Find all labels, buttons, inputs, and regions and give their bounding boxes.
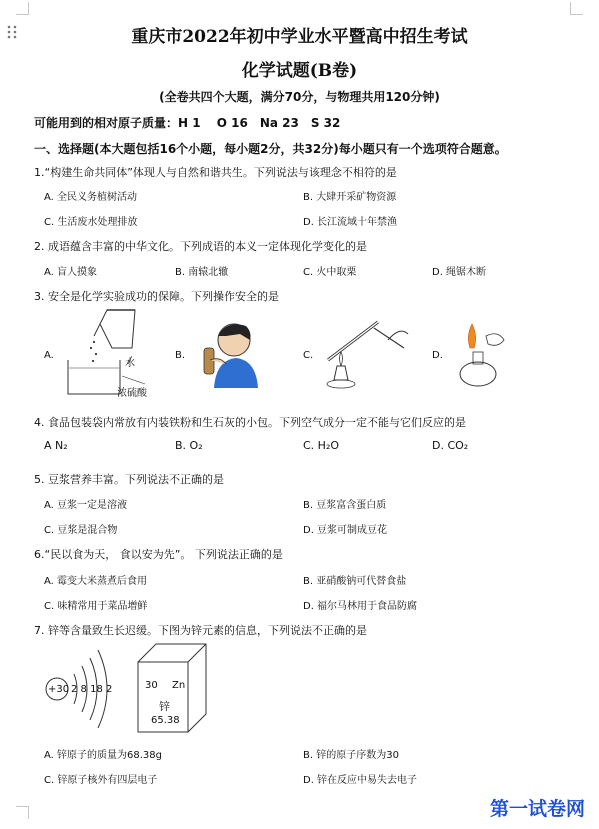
question-stem: 2. 成语蕴含丰富的中华文化。下列成语的本义一定体现化学变化的是 [34,240,367,253]
atomic-number: 30 [145,680,158,691]
corner-mark-top-left [16,2,29,15]
option-b: B. O₂ [175,439,203,452]
option-b: B. 大肆开采矿物资源 [303,192,397,203]
option-a: A. 盲人摸象 [44,267,98,278]
person-smelling-figure [196,316,266,388]
option-a: A. 全民义务植树活动 [44,192,138,203]
question-stem: 7. 锌等含量致生长迟缓。下图为锌元素的信息，下列说法不正确的是 [34,624,367,637]
option-b: B. 豆浆富含蛋白质 [303,500,387,511]
option-c: C. 生活废水处理排放 [44,217,138,228]
option-b: B. 锌的原子序数为30 [303,750,399,761]
option-a: A. 豆浆一定是溶液 [44,500,128,511]
corner-mark-bottom-left [16,806,29,819]
element-symbol: Zn [172,680,186,691]
option-c: C. [303,350,314,361]
nucleus-charge: +30 [48,684,70,695]
alcohol-lamp-figure [452,318,508,390]
water-label: 水 [125,358,135,369]
question-stem: 5. 豆浆营养丰富。下列说法不正确的是 [34,473,224,486]
option-c: C. 味精常用于菜品增鲜 [44,601,148,612]
question-stem: 3. 安全是化学实验成功的保障。下列操作安全的是 [34,290,279,303]
option-d: D. CO₂ [432,439,469,452]
option-a: A. 锌原子的质量为68.38g [44,750,162,761]
atomic-mass: 65.38 [151,715,180,726]
heating-tube-figure [318,316,410,392]
option-c: C. 火中取栗 [303,267,357,278]
option-b: B. 南辕北辙 [175,267,229,278]
option-a: A. [44,350,54,361]
pouring-acid-figure [60,306,165,398]
option-d: D. [432,350,443,361]
option-c: C. 豆浆是混合物 [44,525,118,536]
element-name: 锌 [159,700,170,713]
question-stem: 6.“民以食为天， 食以安为先”。 下列说法正确的是 [34,548,283,561]
option-d: D. 绳锯木断 [432,267,487,278]
acid-label: 浓硫酸 [117,388,147,399]
option-a: A N₂ [44,439,68,452]
site-watermark: 第一试卷网 [489,798,585,820]
corner-mark-top-right [570,2,583,15]
exam-title: 重庆市2022年初中学业水平暨高中招生考试 [131,27,468,47]
option-d: D. 长江流域十年禁渔 [303,217,398,228]
option-d: D. 锌在反应中易失去电子 [303,775,418,786]
section-heading: 一、选择题(本大题包括16个小题，每小题2分，共32分)每小题只有一个选项符合题意。 [34,142,507,156]
exam-subject-title: 化学试题(B卷) [241,61,358,81]
electron-shells: 2 8 18 2 [71,684,113,695]
option-b: B. 亚硝酸钠可代替食盐 [303,576,407,587]
atomic-masses: 可能用到的相对原子质量：H 1 O 16 Na 23 S 32 [34,116,341,130]
option-c: C. 锌原子核外有四层电子 [44,775,158,786]
option-d: D. 福尔马林用于食品防腐 [303,601,418,612]
option-b: B. [175,350,186,361]
option-c: C. H₂O [303,439,340,452]
option-a: A. 霉变大米蒸煮后食用 [44,576,148,587]
question-stem: 1.“构建生命共同体”体现人与自然和谐共生。下列说法与该理念不相符的是 [34,166,397,179]
exam-instructions: (全卷共四个大题，满分70分，与物理共用120分钟) [159,90,440,104]
question-stem: 4. 食品包装袋内常放有内装铁粉和生石灰的小包。下列空气成分一定不能与它们反应的是 [34,416,466,429]
option-d: D. 豆浆可制成豆花 [303,525,388,536]
